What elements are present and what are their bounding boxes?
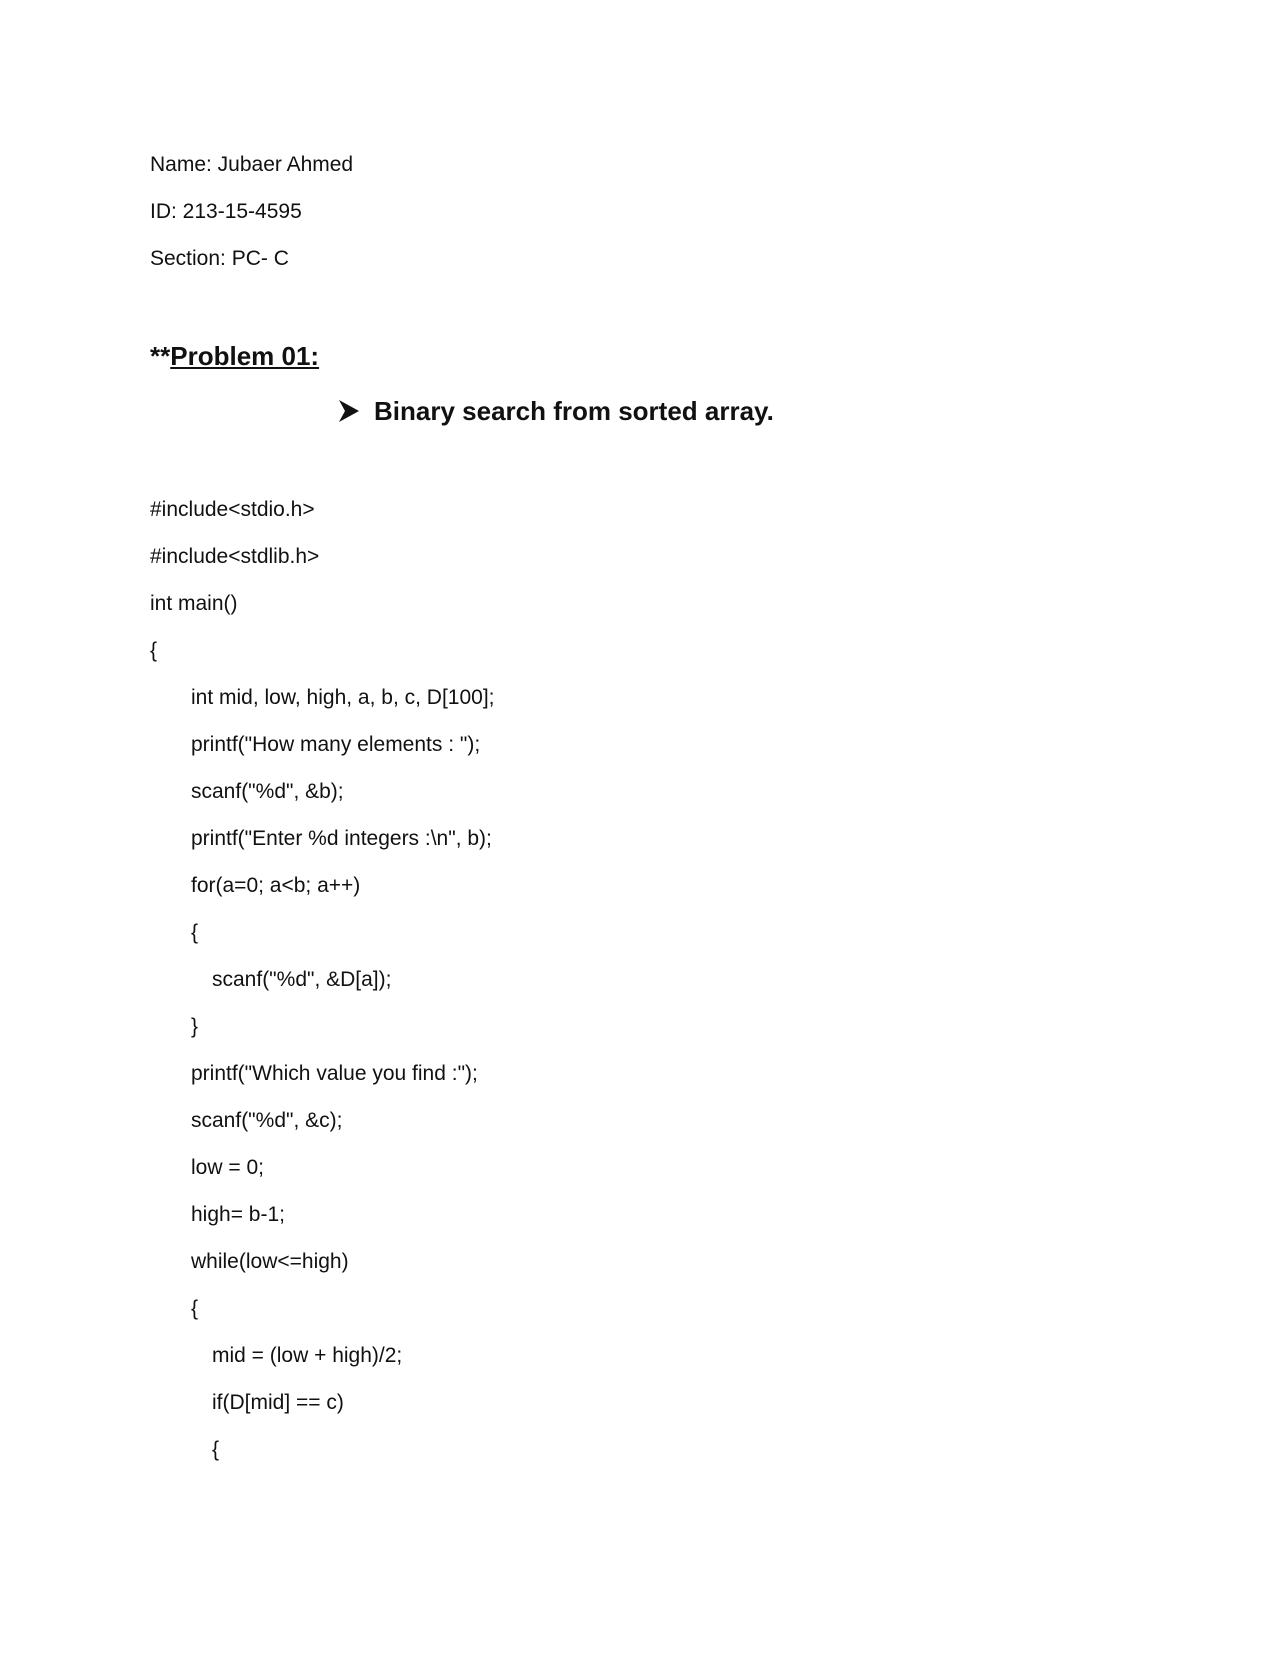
code-line: { bbox=[150, 639, 158, 662]
arrow-bullet-icon bbox=[338, 399, 360, 423]
problem-subtitle: Binary search from sorted array. bbox=[374, 396, 774, 426]
code-line: #include<stdio.h> bbox=[150, 498, 315, 521]
problem-prefix: ** bbox=[150, 341, 171, 371]
code-line: { bbox=[191, 921, 199, 944]
code-line: int mid, low, high, a, b, c, D[100]; bbox=[191, 686, 495, 709]
code-line: mid = (low + high)/2; bbox=[212, 1344, 403, 1367]
code-line: printf("How many elements : "); bbox=[191, 733, 481, 756]
code-line: printf("Which value you find :"); bbox=[191, 1062, 478, 1085]
code-line: printf("Enter %d integers :\n", b); bbox=[191, 827, 492, 850]
code-line: high= b-1; bbox=[191, 1203, 285, 1226]
problem-subheading bbox=[338, 395, 774, 427]
code-line: { bbox=[191, 1297, 199, 1320]
code-line: for(a=0; a<b; a++) bbox=[191, 874, 361, 897]
code-line: while(low<=high) bbox=[191, 1250, 349, 1273]
code-line: } bbox=[191, 1015, 199, 1038]
student-name: Name: Jubaer Ahmed bbox=[150, 153, 354, 176]
code-line: if(D[mid] == c) bbox=[212, 1391, 344, 1414]
code-line: #include<stdlib.h> bbox=[150, 545, 320, 568]
code-line: scanf("%d", &D[a]); bbox=[212, 968, 392, 991]
student-id: ID: 213-15-4595 bbox=[150, 200, 302, 223]
problem-heading bbox=[150, 340, 319, 372]
student-section: Section: PC- C bbox=[150, 247, 289, 270]
problem-title: Problem 01: bbox=[170, 341, 320, 371]
code-line: scanf("%d", &b); bbox=[191, 780, 344, 803]
code-line: scanf("%d", &c); bbox=[191, 1109, 343, 1132]
code-line: { bbox=[212, 1438, 220, 1461]
code-line: low = 0; bbox=[191, 1156, 264, 1179]
code-line: int main() bbox=[150, 592, 238, 615]
